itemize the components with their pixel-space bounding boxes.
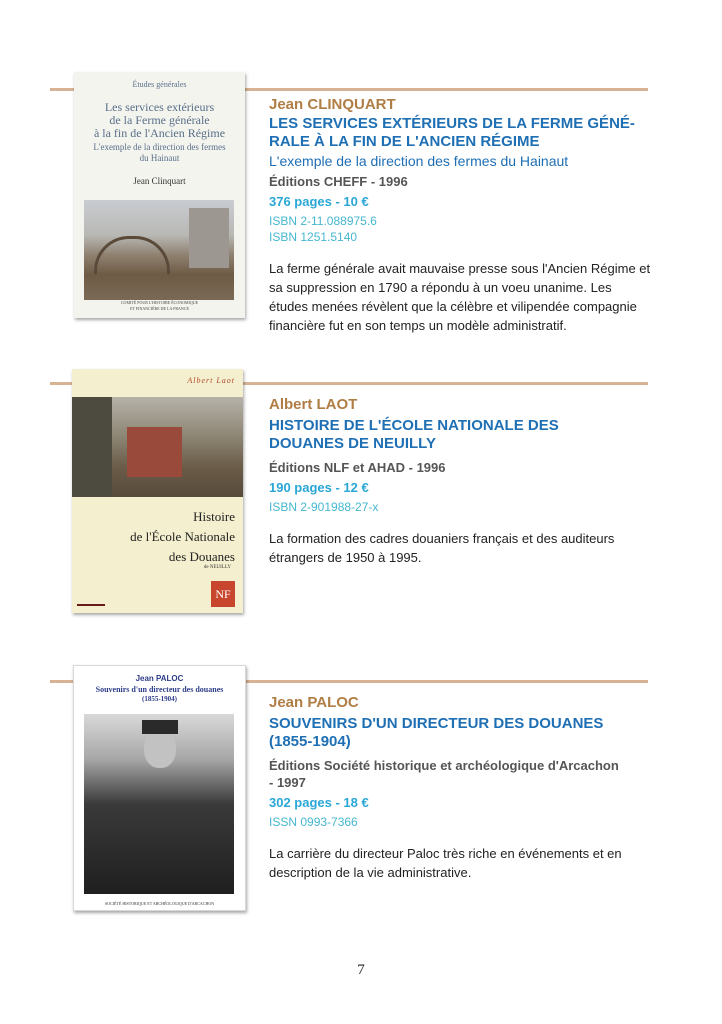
cover-subtitle: de NEUILLY [203, 565, 231, 570]
cover-author: Jean Clinquart [133, 176, 186, 186]
book-title [269, 715, 651, 751]
cover-title-line: à la fin de l'Ancien Régime [93, 126, 226, 140]
book-title-line: DOUANES DE NEUILLY [269, 435, 436, 452]
book-author: Jean CLINQUART [269, 96, 396, 113]
book-entry-3 [269, 694, 651, 882]
cover-portrait [84, 714, 234, 894]
cover-dates: (1855-1904) [142, 695, 177, 703]
book-entry-2 [269, 396, 651, 567]
book-isbn: ISBN 2-11.088975.6 [269, 214, 377, 228]
book-author: Jean PALOC [269, 694, 359, 711]
cover-footer [74, 300, 245, 312]
cover-footer: SOCIÉTÉ HISTORIQUE ET ARCHÉOLOGIQUE D'ARCACHON [104, 901, 215, 906]
book-title-line: RALE À LA FIN DE L'ANCIEN RÉGIME [269, 133, 540, 150]
page-number: 7 [357, 962, 365, 978]
book-isbn: ISBN 1251.5140 [269, 230, 358, 244]
book-title [269, 115, 651, 151]
cover-title-line: de la Ferme générale [109, 113, 210, 127]
cover-title-line: de l'École Nationale [130, 529, 235, 544]
cover-author: Albert Laot [187, 376, 235, 385]
cover-subtitle [74, 142, 245, 164]
cover-title-line: Histoire [193, 509, 235, 524]
book-title-line: LES SERVICES EXTÉRIEURS DE LA FERME GÉNÉ- [269, 115, 635, 132]
cover-subtitle-line: du Hainaut [139, 153, 180, 163]
book-publisher [269, 757, 651, 791]
cover-illustration [84, 200, 234, 300]
book-title-line: SOUVENIRS D'UN DIRECTEUR DES DOUANES [269, 715, 604, 732]
book-pages-price: 302 pages - 18 € [269, 795, 369, 810]
cover-category: Études générales [132, 80, 187, 89]
portrait-cap-shape [142, 720, 178, 734]
book-publisher-line: - 1997 [269, 775, 306, 790]
cover-photo [72, 397, 243, 497]
cover-footer-line: COMITÉ POUR L'HISTOIRE ÉCONOMIQUE [120, 300, 199, 305]
book-description: La formation des cadres douaniers français et des auditeurs étrangers de 1950 à 1995. [269, 531, 615, 565]
cover-title: Souvenirs d'un directeur des douanes [95, 685, 224, 694]
building-shape [189, 208, 229, 268]
cover-footer-line: ET FINANCIÈRE DE LA FRANCE [130, 306, 189, 311]
book-description: La ferme générale avait mauvaise presse sous l'Ancien Régime et sa suppression en 1790 a répondu à un voeu unanime. Les études menées révèlent que la célèbre et vilipendée compagnie financière fut en son temps un modèle administratif. [269, 261, 651, 333]
cover-subtitle-line: L'exemple de la direction des fermes [93, 142, 226, 152]
tree-shape [72, 397, 112, 497]
book-title-line: HISTOIRE DE L'ÉCOLE NATIONALE DES [269, 417, 559, 434]
building-shape [127, 427, 182, 477]
book-publisher-line: Éditions Société historique et archéologique d'Arcachon [269, 758, 619, 773]
book-cover-3 [73, 665, 246, 911]
cover-title-line: Les services extérieurs [104, 100, 215, 114]
cover-author: Jean PALOC [135, 674, 184, 683]
book-author: Albert LAOT [269, 396, 358, 413]
book-pages-price: 376 pages - 10 € [269, 194, 369, 209]
cover-title [74, 101, 245, 140]
book-cover-1 [74, 72, 245, 318]
book-entry-1 [269, 96, 651, 335]
book-subtitle: L'exemple de la direction des fermes du Hainaut [269, 153, 569, 169]
association-logo [77, 590, 105, 606]
portrait-head-shape [144, 728, 176, 768]
book-title [269, 417, 651, 453]
book-title-line: (1855-1904) [269, 733, 351, 750]
book-isbn: ISSN 0993-7366 [269, 815, 358, 829]
cover-title [130, 507, 235, 567]
arch-shape [94, 236, 170, 274]
book-isbn: ISBN 2-901988-27-x [269, 500, 379, 514]
book-cover-2 [72, 369, 243, 613]
publisher-seal: NF [211, 581, 235, 607]
cover-title-line: des Douanes [168, 549, 235, 564]
book-publisher: Éditions CHEFF - 1996 [269, 174, 408, 189]
book-publisher: Éditions NLF et AHAD - 1996 [269, 460, 446, 475]
book-pages-price: 190 pages - 12 € [269, 480, 369, 495]
book-description: La carrière du directeur Paloc très riche en événements et en description de la vie administrative. [269, 846, 622, 880]
